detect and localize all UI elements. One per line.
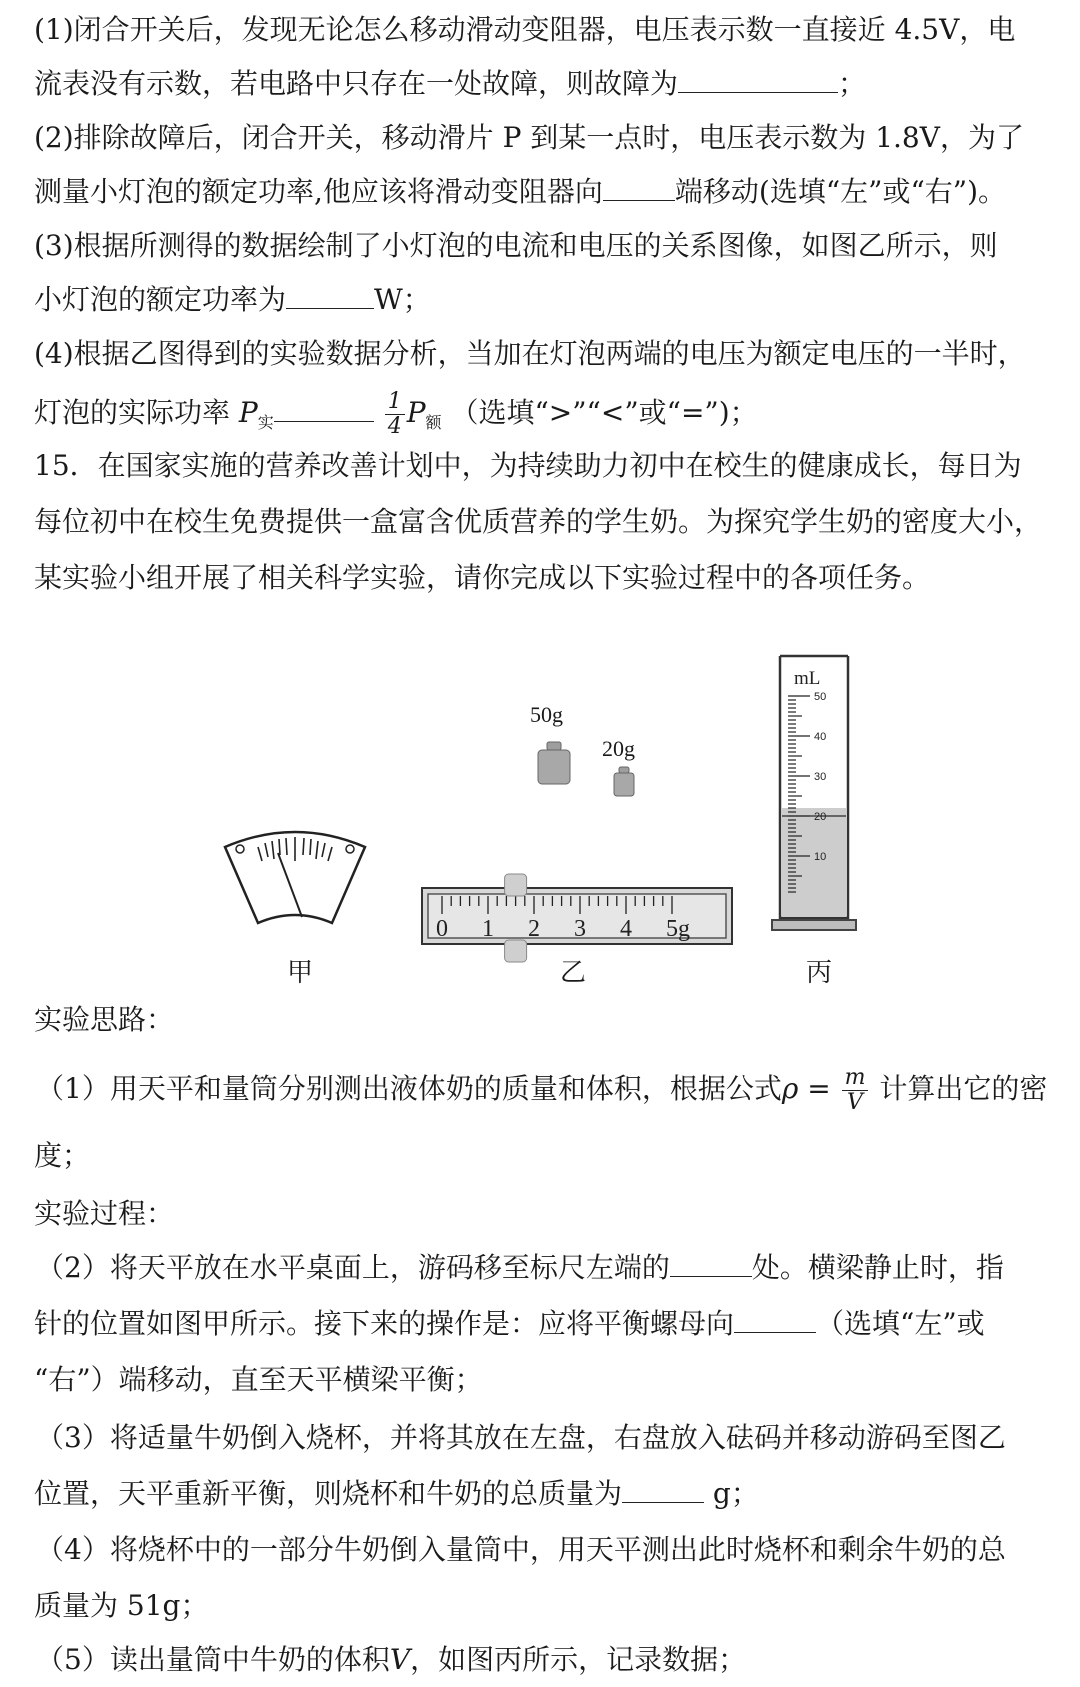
text: (4)根据乙图得到的实验数据分析，当加在灯泡两端的电压为额定电压的一半时， <box>34 337 1026 370</box>
ruler-label: 4 <box>620 916 632 942</box>
cylinder-mark-label: 20 <box>814 811 827 823</box>
text: 计算出它的密 <box>879 1072 1048 1105</box>
step-4-line-2 <box>34 1588 1046 1624</box>
q14-line-2 <box>34 66 1046 102</box>
fraction-m-over-v <box>842 1066 869 1115</box>
volume-symbol: V <box>389 1643 411 1676</box>
text: (2)排除故障后，闭合开关，移动滑片 P 到某一点时，电压表示数为 1.8V，为了 <box>34 121 1024 154</box>
subscript: 额 <box>425 413 442 432</box>
text: 度； <box>34 1139 91 1172</box>
ruler-label: 2 <box>528 916 540 942</box>
text: 端移动(选填“左”或“右”)。 <box>674 175 1007 208</box>
numerator: m <box>842 1066 869 1091</box>
step-1-line-1 <box>36 1066 1046 1115</box>
text: 针的位置如图甲所示。接下来的操作是：应将平衡螺母向 <box>34 1307 735 1340</box>
step-1-line-2 <box>34 1138 1046 1174</box>
idea-title <box>34 1002 1046 1038</box>
answer-blank-power[interactable] <box>286 282 374 309</box>
text: 处。横梁静止时，指 <box>751 1251 1004 1284</box>
text: 实验思路： <box>34 1003 175 1036</box>
ruler-label: 3 <box>574 916 586 942</box>
answer-blank-fault[interactable] <box>678 66 838 93</box>
proc-title <box>34 1196 1046 1232</box>
text: 每位初中在校生免费提供一盒富含优质营养的学生奶。为探究学生奶的密度大小， <box>34 505 1043 538</box>
ruler-label: 5g <box>666 916 690 942</box>
text: W； <box>374 283 431 316</box>
q14-line-5 <box>34 228 1046 264</box>
weight-20g-icon <box>611 766 637 798</box>
cylinder-mark-label: 10 <box>814 851 827 863</box>
step-3-line-1 <box>36 1420 1046 1456</box>
text: “右”）端移动，直至天平横梁平衡； <box>34 1363 483 1396</box>
text: 灯泡的实际功率 <box>34 396 231 429</box>
answer-blank-direction[interactable] <box>603 174 675 201</box>
text: 小灯泡的额定功率为 <box>34 283 287 316</box>
answer-blank-total-mass[interactable] <box>622 1476 704 1503</box>
answer-blank-zero-mark[interactable] <box>670 1250 752 1277</box>
figure-label-bing: 丙 <box>805 958 832 988</box>
denominator: V <box>847 1090 863 1115</box>
figures-area <box>0 650 1080 1010</box>
weight-20g-label: 20g <box>602 736 635 761</box>
text: 质量为 51g； <box>34 1589 209 1622</box>
q14-line-6 <box>34 282 1046 318</box>
step-2-line-2 <box>34 1306 1046 1342</box>
text: (3)根据所测得的数据绘制了小灯泡的电流和电压的关系图像，如图乙所示，则 <box>34 229 998 262</box>
q14-line-8 <box>34 390 1046 441</box>
cylinder-unit-label: mL <box>794 668 821 689</box>
numerator: 1 <box>385 390 405 415</box>
text: ； <box>838 67 867 100</box>
subscript: 实 <box>257 413 274 432</box>
text: 位置，天平重新平衡，则烧杯和牛奶的总质量为 <box>34 1477 623 1510</box>
step-3-line-2 <box>34 1476 1046 1512</box>
text: （3）将适量牛奶倒入烧杯，并将其放在左盘，右盘放入砝码并移动游码至图乙 <box>36 1421 1006 1454</box>
fraction-quarter <box>385 390 405 439</box>
q14-line-7 <box>34 336 1046 372</box>
step-2-line-3 <box>34 1362 1046 1398</box>
text: (1)闭合开关后，发现无论怎么移动滑动变阻器，电压表示数一直接近 4.5V，电 <box>34 13 1016 46</box>
text: （5）读出量筒中牛奶的体积 <box>36 1643 390 1676</box>
text: 某实验小组开展了相关科学实验，请你完成以下实验过程中的各项任务。 <box>34 561 931 594</box>
symbol-p: P <box>238 396 258 429</box>
text: （2）将天平放在水平桌面上，游码移至标尺左端的 <box>36 1251 670 1284</box>
text: 15．在国家实施的营养改善计划中，为持续助力初中在校生的健康成长，每日为 <box>34 449 1022 482</box>
text: ，如图丙所示，记录数据； <box>410 1643 747 1676</box>
step-4-line-1 <box>36 1532 1046 1568</box>
text: 测量小灯泡的额定功率,他应该将滑动变阻器向 <box>34 175 603 208</box>
figure-label-yi: 乙 <box>559 958 586 988</box>
answer-blank-nut-direction[interactable] <box>734 1306 816 1333</box>
q14-line-1 <box>34 12 1046 48</box>
denominator: 4 <box>387 414 402 439</box>
text: （选填“左”或 <box>816 1307 985 1340</box>
text: 流表没有示数，若电路中只存在一处故障，则故障为 <box>34 67 679 100</box>
balance-dial-figure <box>220 825 370 935</box>
cylinder-mark-label: 50 <box>814 691 827 703</box>
q15-line-2 <box>34 504 1046 540</box>
weight-50g-label: 50g <box>530 702 563 727</box>
text: 实验过程： <box>34 1197 175 1230</box>
text: （1）用天平和量筒分别测出液体奶的质量和体积，根据公式 <box>36 1072 782 1105</box>
ruler-label: 0 <box>436 916 448 942</box>
step-5-line-1 <box>36 1642 1046 1678</box>
text: （4）将烧杯中的一部分牛奶倒入量筒中，用天平测出此时烧杯和剩余牛奶的总 <box>36 1533 1006 1566</box>
text: g； <box>712 1477 759 1510</box>
q14-line-3 <box>34 120 1046 156</box>
answer-blank-compare[interactable] <box>274 395 374 422</box>
q14-line-4 <box>34 174 1046 210</box>
text: （选填“>”“<”或“=”)； <box>450 396 758 429</box>
figure-label-jia: 甲 <box>286 958 313 988</box>
symbol-p: P <box>406 396 426 429</box>
q15-line-1 <box>34 448 1046 484</box>
graduated-cylinder-figure <box>770 650 870 940</box>
ruler-label: 1 <box>482 916 494 942</box>
cylinder-mark-label: 40 <box>814 731 827 743</box>
weight-50g-icon <box>534 740 574 786</box>
rho-symbol: ρ = <box>781 1072 831 1105</box>
step-2-line-1 <box>36 1250 1046 1286</box>
cylinder-mark-label: 30 <box>814 771 827 783</box>
q15-line-3 <box>34 560 1046 596</box>
